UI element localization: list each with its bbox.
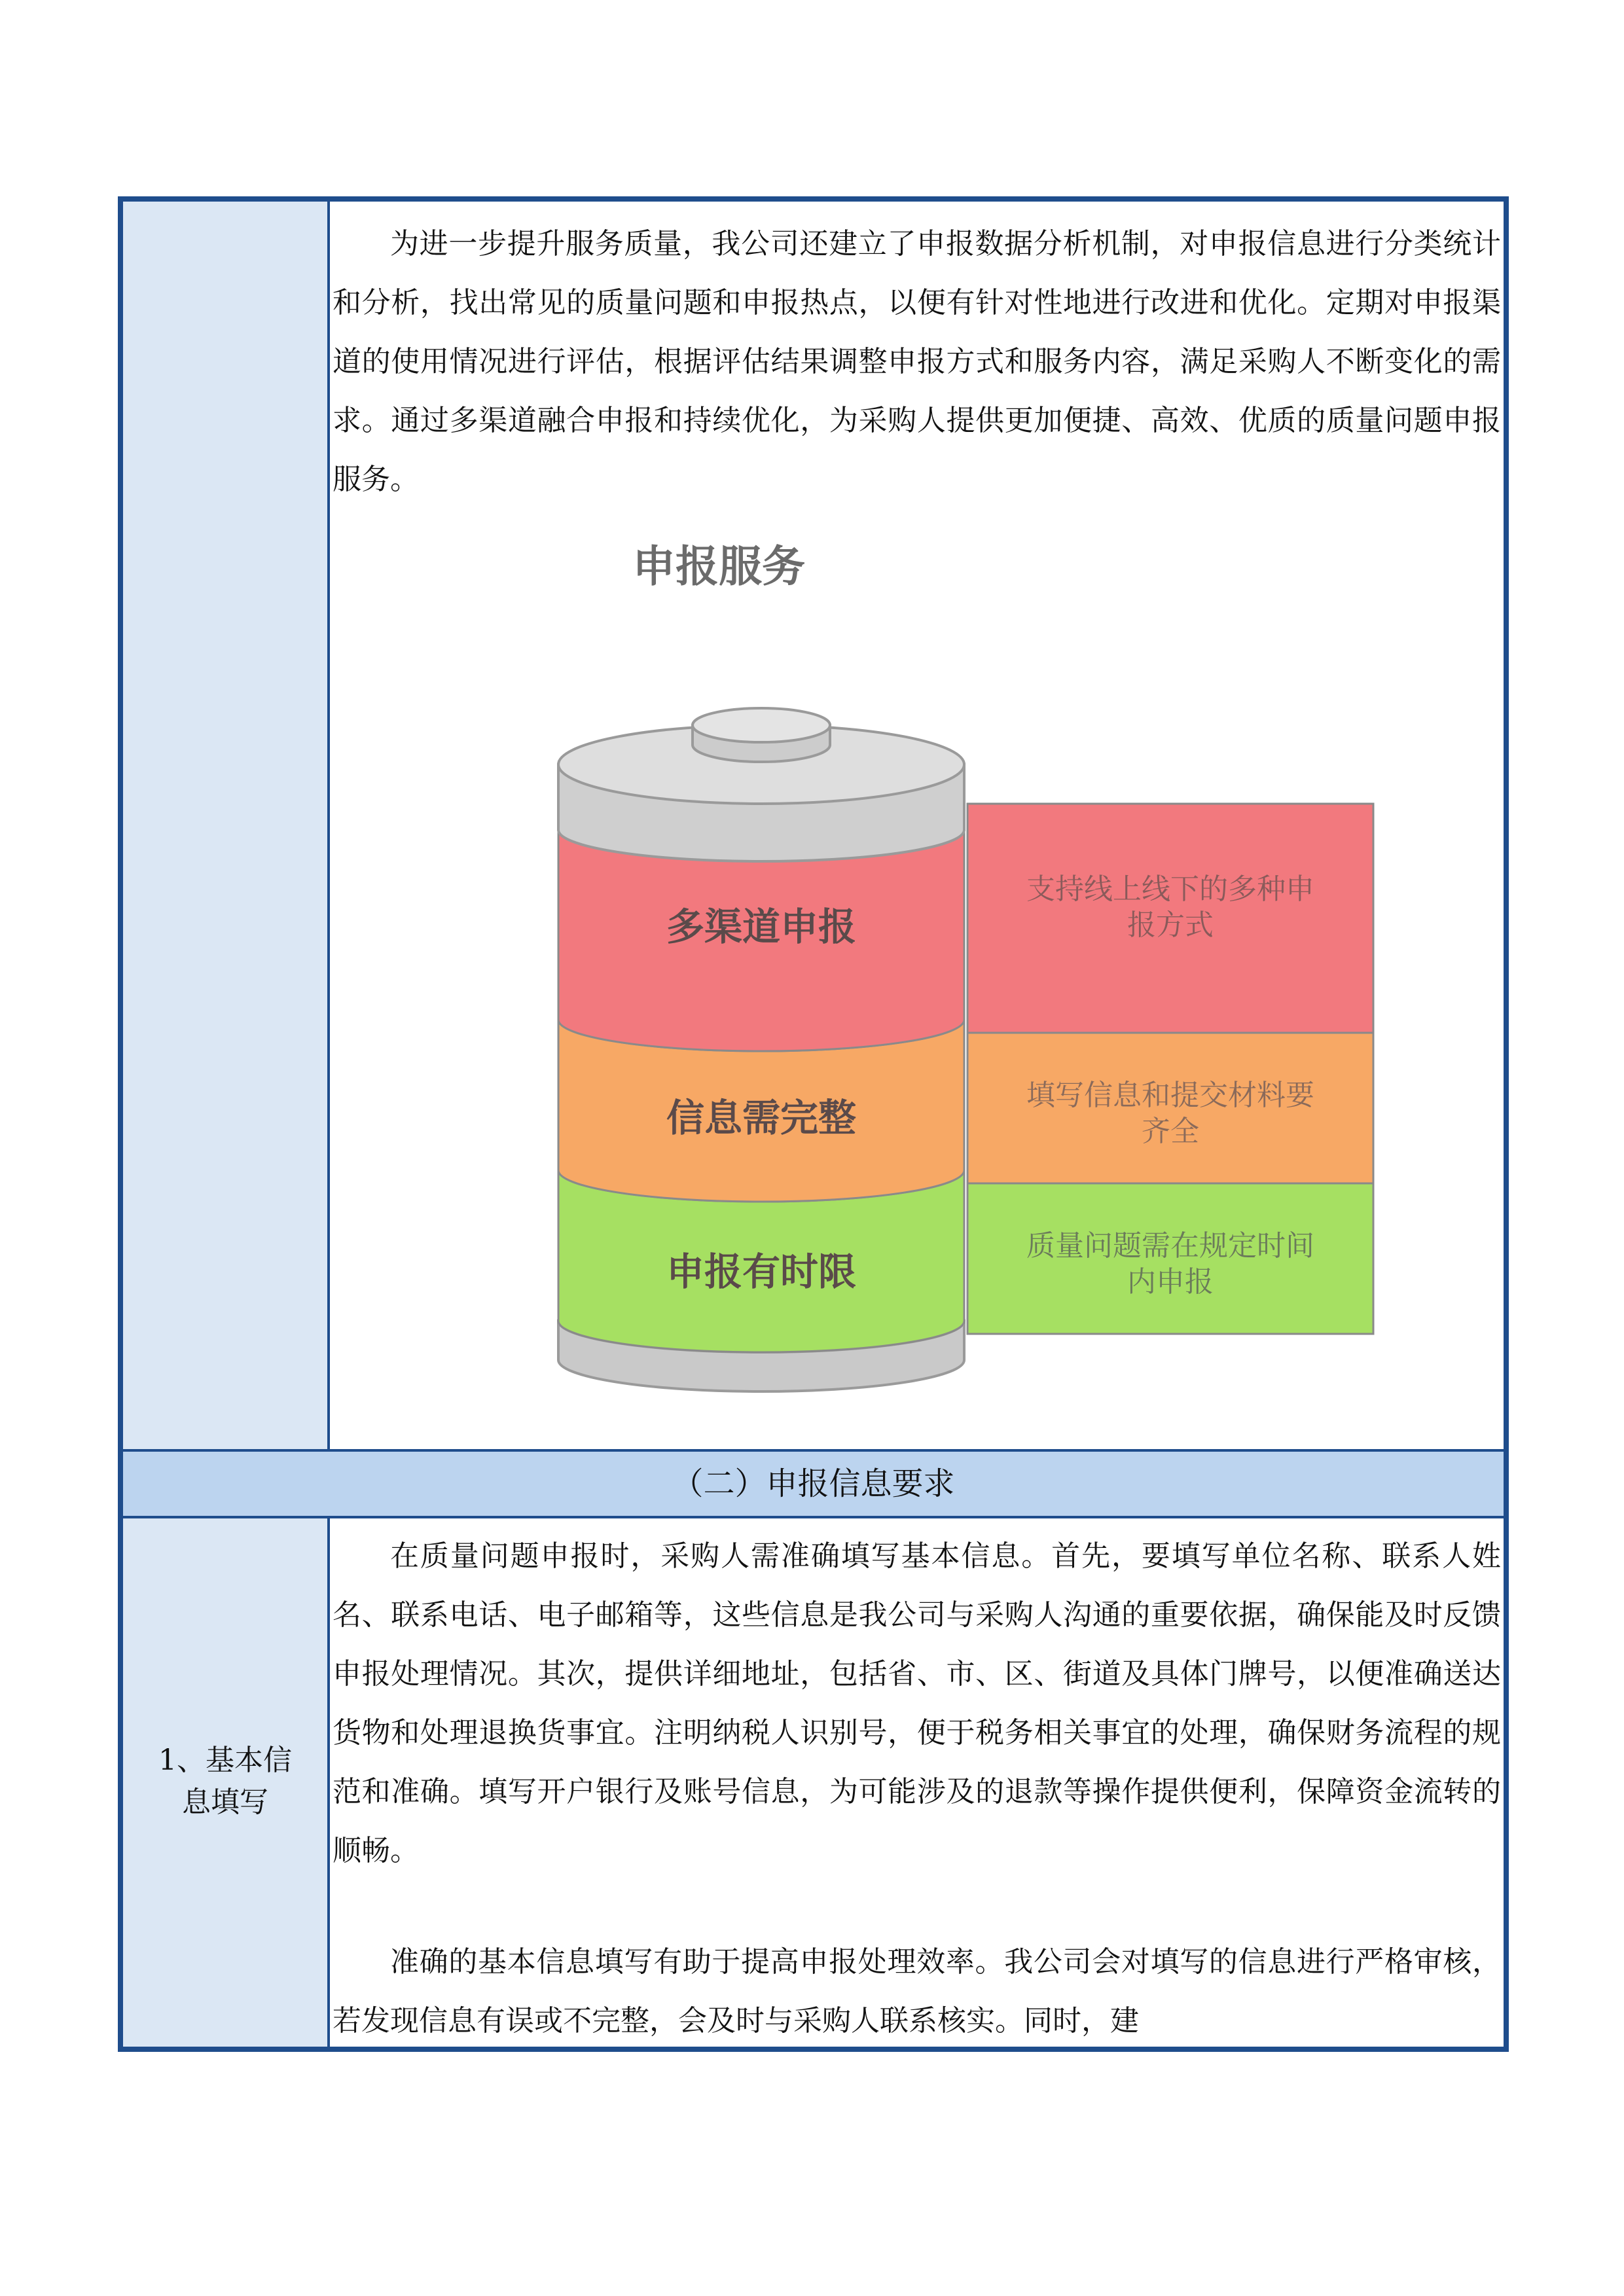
row-label-line1: 1、基本信 [158, 1744, 292, 1777]
diagram-title: 申报服务 [632, 541, 805, 592]
layer-1-label: 多渠道申报 [666, 905, 857, 949]
row-paragraph-1: 在质量问题申报时，采购人需准确填写基本信息。首先，要填写单位名称、联系人姓名、联系电话、电子邮箱等，这些信息是我公司与采购人沟通的重要依据，确保能及时反馈申报处理情况。其次，提供详细地址，包括省、市、区、街道及具体门牌号，以便准确送达货物和处理退换货事宜。注明纳税人识别号，便于税务相关事宜的处理，确保财务流程的规范和准确。填写开户银行及账号信息，为可能涉及的退款等操作提供便利，保障资金流转的顺畅。 [333, 1539, 1501, 1867]
column-divider-row1 [327, 1518, 330, 2047]
description-1-line1: 支持线上线下的多种申 [1026, 872, 1314, 906]
description-2-line1: 填写信息和提交材料要 [1026, 1079, 1314, 1112]
top-paragraph: 为进一步提升服务质量，我公司还建立了申报数据分析机制，对申报信息进行分类统计和分析，找出常见的质量问题和申报热点，以便有针对性地进行改进和优化。定期对申报渠道的使用情况进行评估，根据评估结果调整申报方式和服务内容，满足采购人不断变化的需求。通过多渠道融合申报和持续优化，为采购人提供更加便捷、高效、优质的质量问题申报服务。 [333, 227, 1501, 496]
row-label-line2: 息填写 [182, 1785, 268, 1819]
service-diagram [411, 516, 1458, 1445]
description-3-line2: 内申报 [1127, 1265, 1214, 1299]
description-3-line1: 质量问题需在规定时间 [1026, 1229, 1314, 1263]
column-divider-top [327, 202, 330, 1449]
description-1-line2: 报方式 [1127, 908, 1214, 942]
cylinder-knob-top [693, 708, 830, 742]
description-2-line2: 齐全 [1142, 1115, 1199, 1148]
layer-3-label: 申报有时限 [666, 1249, 857, 1294]
row-divider-2 [123, 1516, 1504, 1518]
row-paragraph-2: 准确的基本信息填写有助于提高申报处理效率。我公司会对填写的信息进行严格审核，若发现信息有误或不完整，会及时与采购人联系核实。同时，建 [333, 1945, 1501, 2037]
document-table [118, 196, 1509, 2052]
layer-2-label: 信息需完整 [666, 1096, 857, 1140]
section-heading: （二）申报信息要求 [123, 1452, 1504, 1516]
row-label [123, 1740, 327, 1823]
left-cell-top [123, 202, 327, 1449]
